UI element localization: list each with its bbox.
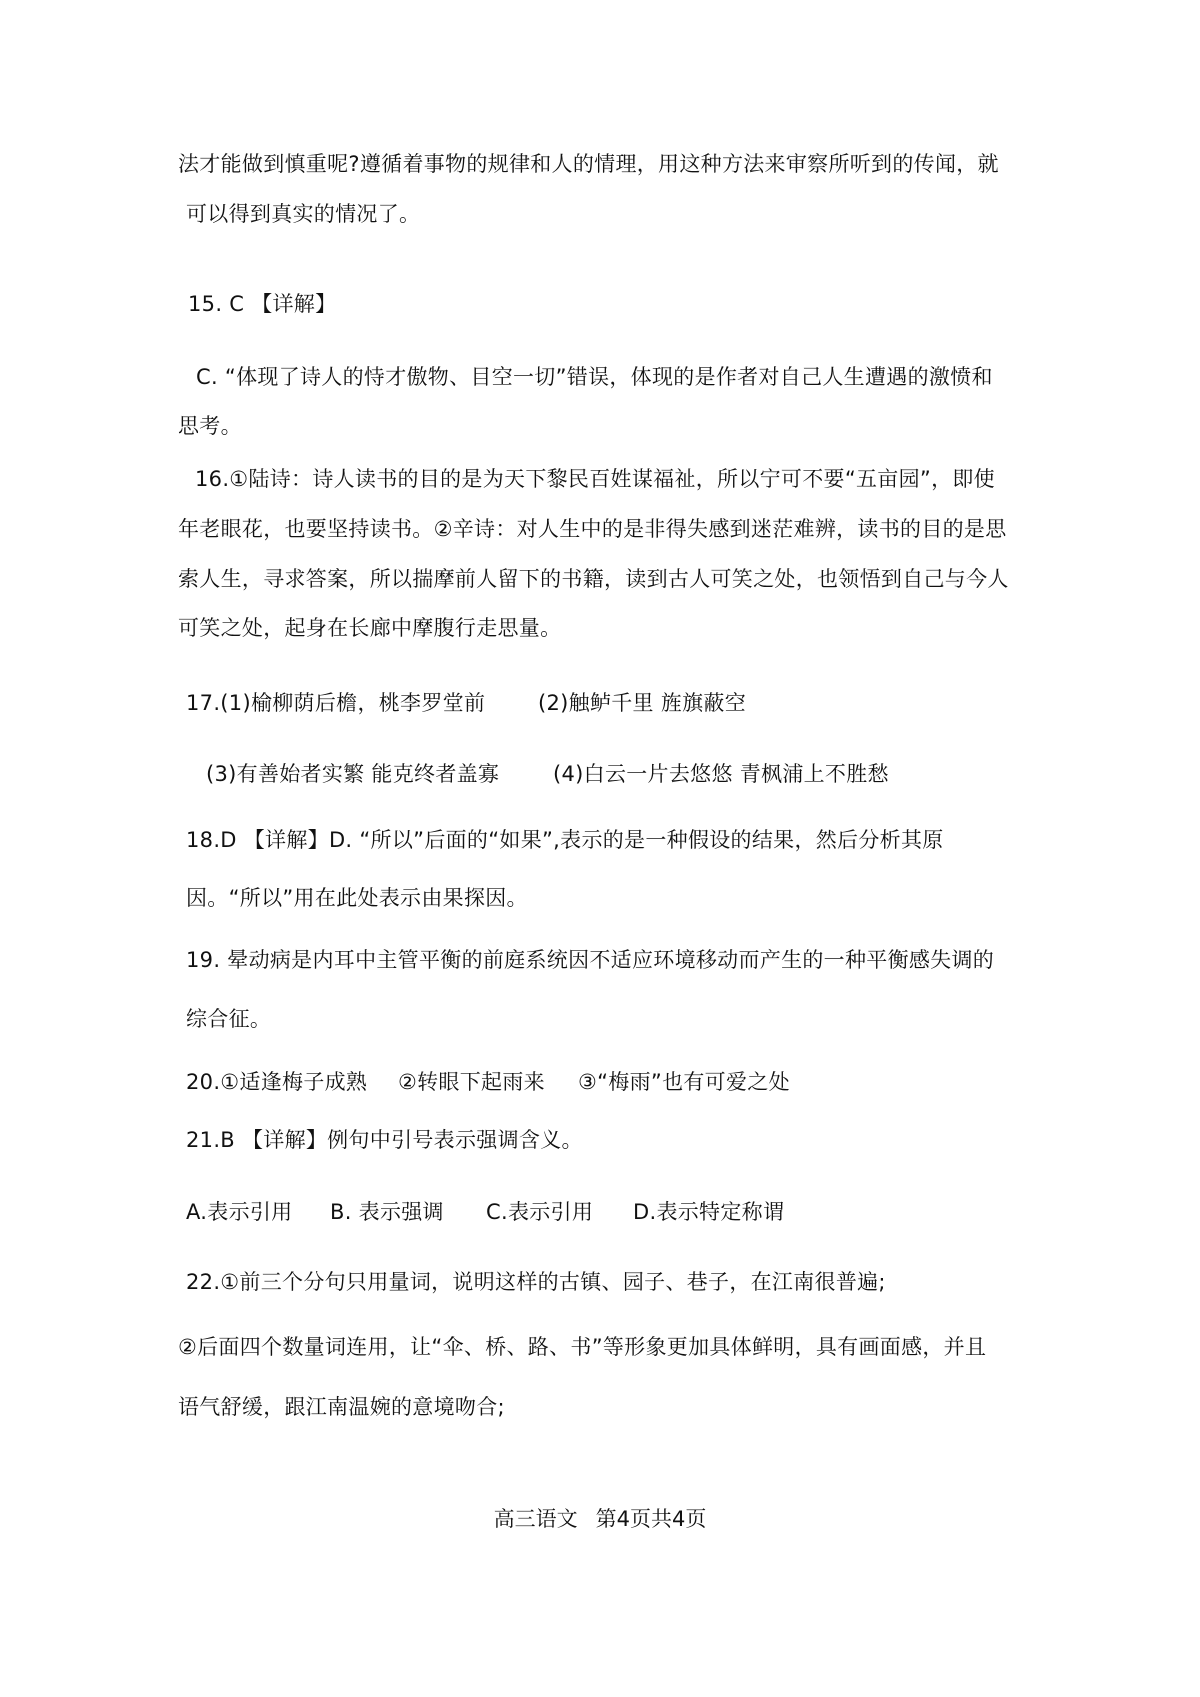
q21-line-1: 21.B 【详解】例句中引号表示强调含义。	[186, 1128, 583, 1152]
q18-line-2: 因。“所以”用在此处表示由果探因。	[186, 886, 528, 910]
q15-line-1: C. “体现了诗人的恃才傲物、目空一切”错误，体现的是作者对自己人生遭遇的激愤和	[196, 365, 993, 389]
intro-line-1: 法才能做到慎重呢?遵循着事物的规律和人的情理，用这种方法来审察所听到的传闻，就	[178, 152, 999, 176]
q20-answer-2: ②转眼下起雨来	[398, 1070, 545, 1094]
q16-line-4: 可笑之处，起身在长廊中摩腹行走思量。	[178, 616, 562, 640]
q17-answer-3: (3)有善始者实繁 能克终者盖寡	[206, 762, 500, 786]
q17-answer-1: 17.(1)榆柳荫后檐，桃李罗堂前	[186, 691, 486, 715]
q16-line-2: 年老眼花，也要坚持读书。②辛诗：对人生中的是非得失感到迷茫难辨，读书的目的是思	[178, 517, 1007, 541]
footer-page-number: 第4页共4页	[595, 1507, 707, 1531]
q15-line-2: 思考。	[178, 414, 242, 438]
q21-option-d: D.表示特定称谓	[633, 1200, 785, 1224]
q17-answer-4: (4)白云一片去悠悠 青枫浦上不胜愁	[553, 762, 889, 786]
q20-answer-1: 20.①适逢梅子成熟	[186, 1070, 368, 1094]
q16-line-3: 索人生，寻求答案，所以揣摩前人留下的书籍，读到古人可笑之处，也领悟到自己与今人	[178, 567, 1009, 591]
footer-subject: 高三语文	[493, 1507, 578, 1531]
q19-line-2: 综合征。	[186, 1007, 272, 1031]
q20-answer-3: ③“梅雨”也有可爱之处	[578, 1070, 790, 1094]
q22-line-3: 语气舒缓，跟江南温婉的意境吻合;	[178, 1395, 505, 1419]
page-footer	[0, 1505, 1200, 1533]
q21-option-c: C.表示引用	[486, 1200, 594, 1224]
q19-line-1: 19. 晕动病是内耳中主管平衡的前庭系统因不适应环境移动而产生的一种平衡感失调的	[186, 948, 995, 972]
q17-answer-2: (2)触鲈千里 旌旗蔽空	[538, 691, 747, 715]
q15-header: 15. C 【详解】	[188, 292, 337, 316]
q18-line-1: 18.D 【详解】D. “所以”后面的“如果”,表示的是一种假设的结果，然后分析其原	[186, 828, 944, 852]
q22-line-1: 22.①前三个分句只用量词，说明这样的古镇、园子、巷子，在江南很普遍;	[186, 1270, 886, 1294]
q16-line-1: 16.①陆诗：诗人读书的目的是为天下黎民百姓谋福祉，所以宁可不要“五亩园”，即使	[195, 467, 995, 491]
q21-option-b: B. 表示强调	[330, 1200, 444, 1224]
intro-line-2: 可以得到真实的情况了。	[186, 202, 421, 226]
q21-option-a: A.表示引用	[186, 1200, 293, 1224]
q22-line-2: ②后面四个数量词连用，让“伞、桥、路、书”等形象更加具体鲜明，具有画面感，并且	[178, 1335, 987, 1359]
